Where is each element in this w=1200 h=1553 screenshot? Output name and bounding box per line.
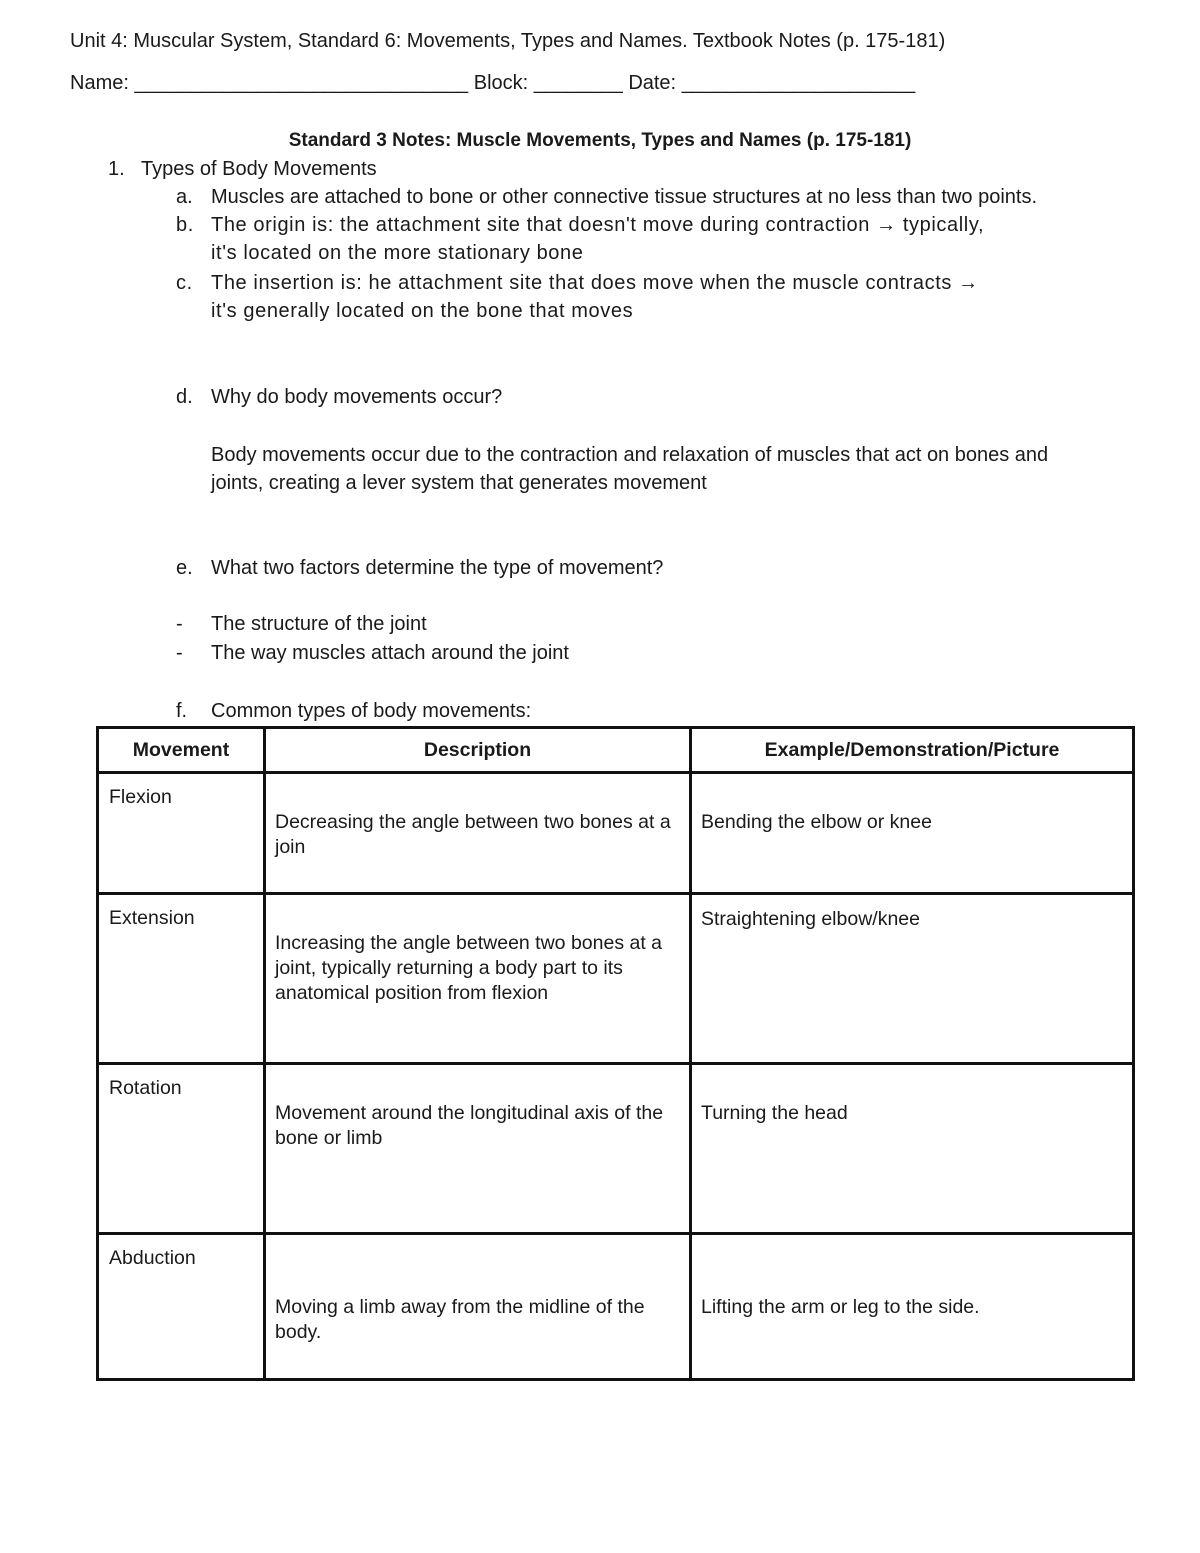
description-cell bbox=[265, 1064, 691, 1234]
date-blank: _____________________ bbox=[681, 72, 916, 94]
item-c-marker: c. bbox=[176, 272, 193, 294]
description-cell bbox=[265, 1234, 691, 1380]
movement-example: Turning the head bbox=[701, 1102, 848, 1124]
name-block-date-line bbox=[70, 72, 915, 95]
factor-dash: - bbox=[176, 613, 183, 635]
name-label: Name: bbox=[70, 72, 129, 94]
header-movement: Movement bbox=[98, 728, 265, 773]
item-a-marker: a. bbox=[176, 186, 193, 208]
notes-title: Standard 3 Notes: Muscle Movements, Types and Names (p. 175-181) bbox=[288, 130, 912, 151]
item-d-answer-line2: joints, creating a lever system that generates movement bbox=[211, 472, 707, 494]
item-b-line2: it's located on the more stationary bone bbox=[211, 242, 584, 264]
example-cell bbox=[691, 1064, 1134, 1234]
movement-example: Lifting the arm or leg to the side. bbox=[701, 1296, 980, 1318]
movement-cell bbox=[98, 773, 265, 894]
example-cell bbox=[691, 1234, 1134, 1380]
factor-item: The structure of the joint bbox=[211, 613, 427, 635]
section-heading: Types of Body Movements bbox=[141, 158, 377, 180]
item-f-marker: f. bbox=[176, 700, 188, 722]
movements-table bbox=[96, 726, 1135, 1381]
table-row bbox=[98, 894, 1134, 1064]
item-f-text: Common types of body movements: bbox=[211, 700, 532, 722]
table-row bbox=[98, 1234, 1134, 1380]
movement-description: Decreasing the angle between two bones at a join bbox=[275, 811, 671, 858]
header-example: Example/Demonstration/Picture bbox=[691, 728, 1134, 773]
item-c-line1: The insertion is: he attachment site that does move when the muscle contracts → bbox=[211, 272, 979, 294]
movement-cell bbox=[98, 1064, 265, 1234]
movement-description: Increasing the angle between two bones at a joint, typically returning a body part to its anatomical position from flexion bbox=[275, 932, 663, 1004]
factor-dash: - bbox=[176, 642, 183, 664]
movement-name: Abduction bbox=[109, 1247, 196, 1269]
item-c-line2: it's generally located on the bone that moves bbox=[211, 300, 634, 322]
movement-cell bbox=[98, 1234, 265, 1380]
item-d-answer-line1: Body movements occur due to the contraction and relaxation of muscles that act on bones and bbox=[211, 444, 1049, 466]
movement-example: Bending the elbow or knee bbox=[701, 811, 932, 833]
table-row bbox=[98, 773, 1134, 894]
section-number: 1. bbox=[108, 158, 125, 180]
header-description: Description bbox=[265, 728, 691, 773]
name-blank: ______________________________ bbox=[134, 72, 469, 94]
factor-item: The way muscles attach around the joint bbox=[211, 642, 569, 664]
description-cell bbox=[265, 773, 691, 894]
movement-cell bbox=[98, 894, 265, 1064]
movement-name: Flexion bbox=[109, 786, 172, 808]
movement-example: Straightening elbow/knee bbox=[701, 908, 920, 930]
movement-description: Moving a limb away from the midline of the body. bbox=[275, 1296, 645, 1343]
description-cell bbox=[265, 894, 691, 1064]
item-b-marker: b. bbox=[176, 214, 194, 236]
block-label: Block: bbox=[473, 72, 529, 94]
example-cell bbox=[691, 894, 1134, 1064]
example-cell bbox=[691, 773, 1134, 894]
movement-description: Movement around the longitudinal axis of the bone or limb bbox=[275, 1102, 664, 1149]
item-d-question: Why do body movements occur? bbox=[211, 386, 503, 408]
table-header-row bbox=[98, 728, 1134, 773]
item-e-question: What two factors determine the type of movement? bbox=[211, 557, 664, 579]
date-label: Date: bbox=[628, 72, 677, 94]
movement-name: Rotation bbox=[109, 1077, 182, 1099]
unit-header: Unit 4: Muscular System, Standard 6: Movements, Types and Names. Textbook Notes (p. 175-181) bbox=[70, 30, 946, 52]
item-b-line1: The origin is: the attachment site that doesn't move during contraction → typically, bbox=[211, 214, 985, 236]
item-e-marker: e. bbox=[176, 557, 193, 579]
movement-name: Extension bbox=[109, 907, 195, 929]
block-blank: ________ bbox=[533, 72, 623, 94]
item-a-text: Muscles are attached to bone or other connective tissue structures at no less than two points. bbox=[211, 186, 1038, 208]
item-d-marker: d. bbox=[176, 386, 193, 408]
table-row bbox=[98, 1064, 1134, 1234]
